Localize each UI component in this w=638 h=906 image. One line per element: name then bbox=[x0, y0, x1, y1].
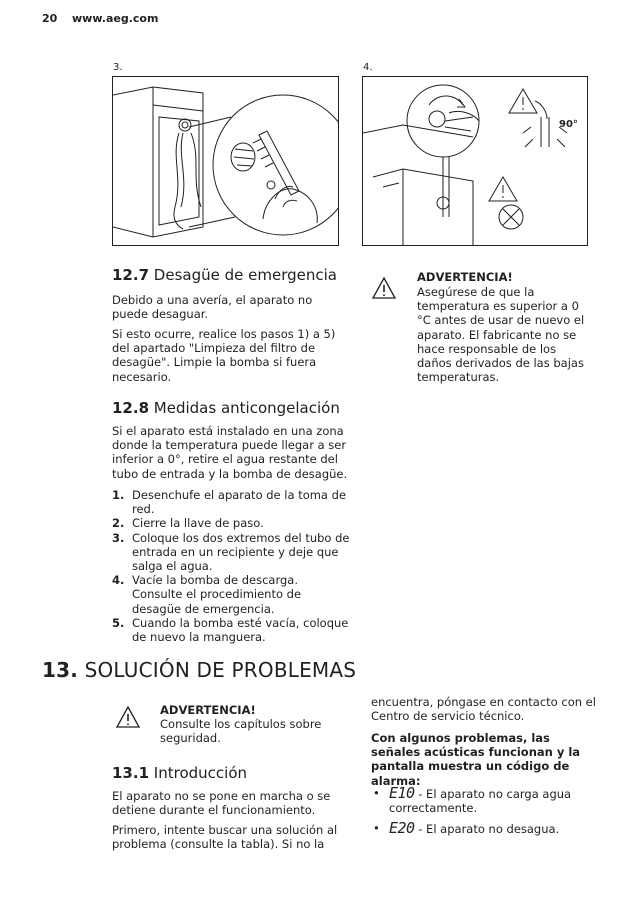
step-text: Desenchufe el aparato de la toma de red. bbox=[132, 488, 347, 517]
section-13-warning-title: ADVERTENCIA! bbox=[160, 703, 256, 717]
alarm-text: - El aparato no carga agua correctamente. bbox=[389, 787, 572, 816]
section-12-7-para-2: Si esto ocurre, realice los pasos 1) a 5) del apartado "Limpieza del filtro de desagüe". Limpie la bomba si fuera necesario. bbox=[112, 327, 336, 384]
alarm-code-list bbox=[371, 786, 601, 837]
warning-triangle-icon bbox=[115, 705, 141, 729]
section-13-title: SOLUCIÓN DE PROBLEMAS bbox=[84, 658, 357, 682]
step-number: 1. bbox=[112, 488, 125, 502]
drain-pump-filter-drawing bbox=[113, 77, 338, 245]
alarm-item bbox=[371, 786, 601, 815]
section-12-7-number: 12.7 bbox=[112, 266, 150, 284]
step-text: Vacíe la bomba de descarga. Consulte el procedimiento de desagüe de emergencia. bbox=[132, 573, 302, 616]
step-item bbox=[112, 616, 352, 644]
figure-3-label: 3. bbox=[113, 62, 123, 73]
step-number: 4. bbox=[112, 573, 125, 588]
step-item bbox=[112, 531, 352, 574]
section-13-1-para-2: Primero, intente buscar una solución al problema (consulte la tabla). Si no la bbox=[112, 823, 338, 852]
step-number: 5. bbox=[112, 615, 125, 630]
section-13-1-number: 13.1 bbox=[112, 764, 150, 782]
figure-4-hose-illustration bbox=[362, 76, 588, 246]
section-12-8-para-1: Si el aparato está instalado en una zona donde la temperatura puede llegar a ser inferior a 0°, retire el agua restante del tubo de entrada y la bomba de desagüe. bbox=[112, 424, 348, 481]
step-item bbox=[112, 488, 352, 516]
figure-3-drain-filter-illustration bbox=[112, 76, 339, 246]
hose-removal-drawing bbox=[363, 77, 587, 245]
section-12-7-heading bbox=[112, 266, 337, 284]
section-12-8-heading bbox=[112, 399, 340, 417]
warning-right-text: Asegúrese de que la temperatura es superior a 0 °C antes de usar de nuevo el aparato. El fabricante no se hace responsable de los daños derivados de las bajas temperaturas. bbox=[417, 285, 585, 385]
section-13-number: 13. bbox=[42, 658, 79, 682]
angle-90-label: 90° bbox=[559, 119, 578, 130]
alarm-text: - El aparato no desagua. bbox=[414, 822, 560, 837]
figure-4-label: 4. bbox=[363, 62, 373, 73]
section-13-heading bbox=[42, 658, 356, 682]
section-13-1-para-3: encuentra, póngase en contacto con el Centro de servicio técnico. bbox=[371, 695, 596, 724]
page-number: 20 bbox=[42, 12, 58, 25]
step-text: Cierre la llave de paso. bbox=[132, 516, 264, 531]
bullet-icon: • bbox=[373, 821, 380, 836]
step-number: 3. bbox=[112, 530, 125, 545]
alarm-code: E10 bbox=[389, 784, 415, 802]
section-12-8-title: Medidas anticongelación bbox=[153, 399, 340, 417]
section-12-7-para-1: Debido a una avería, el aparato no puede desaguar. bbox=[112, 293, 313, 322]
warning-triangle-icon bbox=[371, 276, 397, 300]
section-13-1-heading bbox=[112, 764, 247, 782]
website-url: www.aeg.com bbox=[72, 12, 159, 25]
section-13-1-para-1: El aparato no se pone en marcha o se detiene durante el funcionamiento. bbox=[112, 789, 331, 818]
section-12-8-number: 12.8 bbox=[112, 399, 150, 417]
alarm-item bbox=[371, 821, 601, 836]
step-text: Cuando la bomba esté vacía, coloque de nuevo la manguera. bbox=[132, 615, 349, 645]
section-13-1-title: Introducción bbox=[153, 764, 247, 782]
section-13-warning-text: Consulte los capítulos sobre seguridad. bbox=[160, 717, 322, 746]
section-12-7-title: Desagüe de emergencia bbox=[153, 266, 337, 284]
step-number: 2. bbox=[112, 516, 125, 531]
warning-right-title: ADVERTENCIA! bbox=[417, 270, 513, 284]
bullet-icon: • bbox=[373, 786, 380, 800]
alarm-code: E20 bbox=[389, 819, 415, 838]
anti-freeze-steps-list bbox=[112, 488, 352, 644]
step-text: Coloque los dos extremos del tubo de entrada en un recipiente y deje que salga el agua. bbox=[132, 530, 350, 574]
step-item bbox=[112, 573, 352, 616]
alarm-intro-bold: Con algunos problemas, las señales acústicas funcionan y la pantalla muestra un código de alarma: bbox=[371, 731, 581, 788]
step-item bbox=[112, 516, 352, 530]
